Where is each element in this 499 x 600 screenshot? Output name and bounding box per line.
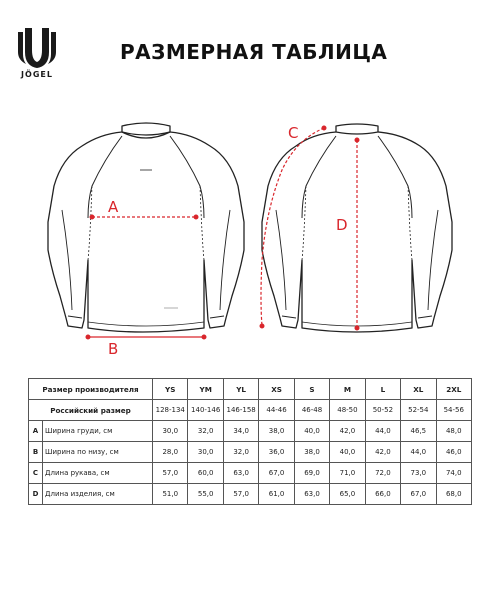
row-value: 40,0 <box>294 421 329 442</box>
size-header: S <box>294 379 329 400</box>
row-value: 61,0 <box>259 484 294 505</box>
ru-size: 48-50 <box>330 400 365 421</box>
ru-label: Российский размер <box>29 400 153 421</box>
size-header: YS <box>153 379 188 400</box>
brand-name: JÖGEL <box>21 70 53 79</box>
row-value: 67,0 <box>259 463 294 484</box>
row-value: 67,0 <box>401 484 436 505</box>
row-value: 30,0 <box>188 442 223 463</box>
size-header: XS <box>259 379 294 400</box>
row-value: 38,0 <box>294 442 329 463</box>
row-value: 46,5 <box>401 421 436 442</box>
row-value: 69,0 <box>294 463 329 484</box>
row-value: 32,0 <box>188 421 223 442</box>
size-header: YM <box>188 379 223 400</box>
front-measurements <box>86 215 206 339</box>
row-value: 57,0 <box>223 484 258 505</box>
row-value: 48,0 <box>436 421 471 442</box>
measure-label-d: D <box>336 216 348 234</box>
row-name: Ширина груди, см <box>43 421 153 442</box>
page-title: РАЗМЕРНАЯ ТАБЛИЦА <box>120 40 388 64</box>
ru-size: 54-56 <box>436 400 471 421</box>
row-value: 73,0 <box>401 463 436 484</box>
row-value: 44,0 <box>365 421 400 442</box>
row-letter: D <box>29 484 43 505</box>
ru-size: 50-52 <box>365 400 400 421</box>
row-letter: A <box>29 421 43 442</box>
ru-size: 46-48 <box>294 400 329 421</box>
size-header: 2XL <box>436 379 471 400</box>
row-value: 68,0 <box>436 484 471 505</box>
row-value: 42,0 <box>330 421 365 442</box>
row-value: 57,0 <box>153 463 188 484</box>
table-ru-row <box>29 400 472 421</box>
row-value: 38,0 <box>259 421 294 442</box>
row-value: 63,0 <box>294 484 329 505</box>
row-name: Длина изделия, см <box>43 484 153 505</box>
row-value: 46,0 <box>436 442 471 463</box>
measure-label-b: B <box>108 340 119 358</box>
row-value: 66,0 <box>365 484 400 505</box>
size-header: XL <box>401 379 436 400</box>
row-value: 72,0 <box>365 463 400 484</box>
ru-size: 44-46 <box>259 400 294 421</box>
size-table <box>28 378 472 505</box>
row-value: 28,0 <box>153 442 188 463</box>
row-value: 36,0 <box>259 442 294 463</box>
ru-size: 146-158 <box>223 400 258 421</box>
row-value: 32,0 <box>223 442 258 463</box>
size-header: M <box>330 379 365 400</box>
header-label: Размер производителя <box>29 379 153 400</box>
ru-size: 128-134 <box>153 400 188 421</box>
row-value: 55,0 <box>188 484 223 505</box>
front-view-drawing <box>48 123 244 332</box>
ru-size: 52-54 <box>401 400 436 421</box>
ru-size: 140-146 <box>188 400 223 421</box>
row-value: 42,0 <box>365 442 400 463</box>
row-value: 34,0 <box>223 421 258 442</box>
size-header: YL <box>223 379 258 400</box>
brand-logo-icon <box>14 24 60 90</box>
measure-label-a: A <box>108 198 119 216</box>
row-value: 40,0 <box>330 442 365 463</box>
row-letter: B <box>29 442 43 463</box>
row-value: 65,0 <box>330 484 365 505</box>
row-value: 71,0 <box>330 463 365 484</box>
garment-illustration <box>0 100 499 370</box>
table-row <box>29 463 472 484</box>
row-value: 74,0 <box>436 463 471 484</box>
row-name: Ширина по низу, см <box>43 442 153 463</box>
row-value: 44,0 <box>401 442 436 463</box>
table-row <box>29 421 472 442</box>
table-row <box>29 484 472 505</box>
row-letter: C <box>29 463 43 484</box>
table-row <box>29 442 472 463</box>
row-name: Длина рукава, см <box>43 463 153 484</box>
row-value: 63,0 <box>223 463 258 484</box>
row-value: 30,0 <box>153 421 188 442</box>
size-header: L <box>365 379 400 400</box>
measure-label-c: C <box>288 124 299 142</box>
table-header-row <box>29 379 472 400</box>
row-value: 51,0 <box>153 484 188 505</box>
row-value: 60,0 <box>188 463 223 484</box>
